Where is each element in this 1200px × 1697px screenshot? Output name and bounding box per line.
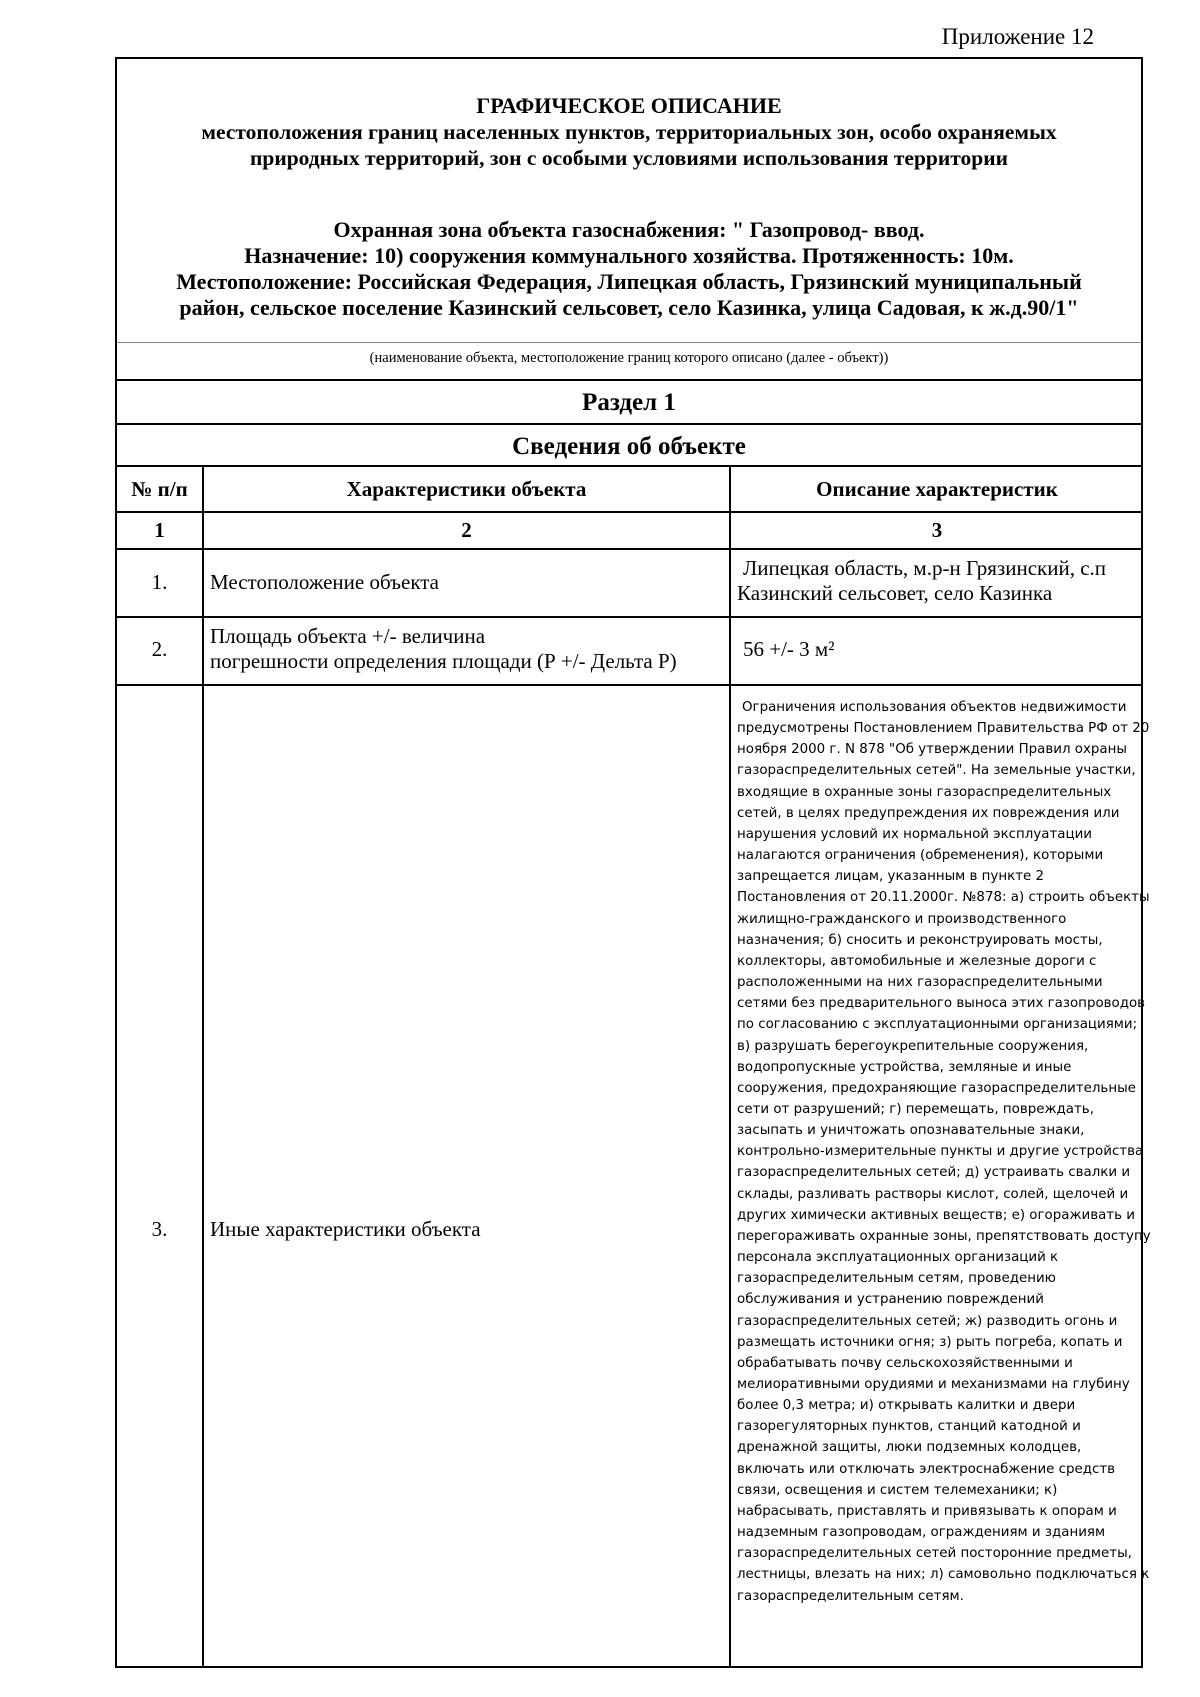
- row-divider: [117, 684, 1141, 686]
- value-line: сетей, в целях предупреждения их повреждения или: [737, 805, 1120, 821]
- value-line: Липецкая область, м.р-н Грязинский, с.п: [743, 556, 1107, 580]
- column-header: № п/п: [131, 477, 188, 501]
- characteristic-value: [737, 697, 1151, 1607]
- object-name-line: Охранная зона объекта газоснабжения: " Газопровод- ввод.: [333, 217, 925, 242]
- column-divider: [202, 467, 204, 1666]
- value-line: включать или отключать электроснабжение средств: [737, 1461, 1116, 1477]
- characteristic-value: 56 +/- 3 м²: [743, 637, 835, 661]
- value-line: размещать источники огня; з) рыть погреба, копать и: [737, 1334, 1123, 1350]
- value-line: Казинский сельсовет, село Казинка: [737, 581, 1053, 605]
- value-line: газораспределительных сетей; ж) разводить огонь и: [737, 1313, 1118, 1329]
- name-line: погрешности определения площади (Р +/- Дельта Р): [210, 649, 677, 673]
- name-line: Площадь объекта +/- величина: [210, 624, 486, 648]
- row-divider: [117, 616, 1141, 618]
- characteristics-table: [117, 465, 1151, 1666]
- value-line: набрасывать, приставлять и привязывать к опорам и: [737, 1503, 1117, 1519]
- value-line: контрольно-измерительные пункты и другие устройства: [737, 1144, 1144, 1160]
- column-header: Описание характеристик: [816, 477, 1058, 501]
- value-line: мелиоративными орудиями и механизмами на глубину: [737, 1377, 1130, 1392]
- value-line: входящие в охранные зоны газораспределительных: [737, 784, 1112, 800]
- value-line: засыпать и уничтожать опознавательные знаки,: [737, 1123, 1085, 1139]
- value-line: персонала эксплуатационных организаций к: [737, 1250, 1059, 1266]
- object-name: [127, 217, 1131, 321]
- column-divider: [729, 467, 731, 1666]
- value-line: жилищно-гражданского и производственного: [737, 911, 1067, 927]
- value-line: более 0,3 метра; и) открывать калитки и двери: [737, 1398, 1076, 1414]
- value-line: водопропускные устройства, земляные и иные: [737, 1059, 1072, 1075]
- value-line: газорегуляторных пунктов, станций катодной и: [737, 1419, 1081, 1435]
- row-number: 1.: [151, 570, 168, 594]
- document-title: ГРАФИЧЕСКОЕ ОПИСАНИЕ: [476, 93, 782, 118]
- column-number: 3: [931, 518, 943, 542]
- subtitle-line: природных территорий, зон с особыми условиями использования территории: [249, 146, 1009, 170]
- value-line: обрабатывать почву сельскохозяйственными и: [737, 1355, 1073, 1371]
- object-name-line: район, сельское поселение Казинский сельсовет, село Казинка, улица Садовая, к ж.д.90/1": [179, 295, 1079, 320]
- value-line: обслуживания и устранению повреждений: [737, 1292, 1044, 1308]
- value-line: назначения; б) сносить и реконструировать мосты,: [737, 932, 1103, 948]
- row-number: 3.: [151, 1217, 168, 1241]
- value-line: ноября 2000 г. N 878 "Об утверждении Правил охраны: [737, 742, 1127, 758]
- characteristic-name: Местоположение объекта: [210, 570, 440, 594]
- value-line: по согласованию с эксплуатационными организациями;: [737, 1017, 1138, 1033]
- document-subtitle: [137, 119, 1121, 171]
- value-line: других химически активных веществ; е) огораживать и: [737, 1207, 1135, 1223]
- value-line: связи, освещения и систем телемеханики; к): [737, 1482, 1058, 1498]
- value-line: надземным газопроводам, ограждениям и зданиям: [737, 1525, 1106, 1541]
- value-line: сети от разрушений; г) перемещать, повреждать,: [737, 1101, 1094, 1117]
- value-line: лестницы, влезать на них; л) самовольно подключаться к: [737, 1567, 1150, 1583]
- object-name-line: Назначение: 10) сооружения коммунального хозяйства. Протяженность: 10м.: [244, 243, 1014, 268]
- characteristic-name: Иные характеристики объекта: [210, 1217, 481, 1241]
- object-name-line: Местоположение: Российская Федерация, Липецкая область, Грязинский муниципальный: [176, 269, 1082, 294]
- value-line: Постановления от 20.11.2000г. №878: а) строить объекты: [737, 890, 1150, 906]
- value-line: предусмотрены Постановлением Правительства РФ от 20: [737, 721, 1150, 737]
- row-divider: [117, 548, 1141, 550]
- value-line: сооружения, предохраняющие газораспределительные: [737, 1080, 1136, 1096]
- value-line: сетями без предварительного выноса этих газопроводов: [737, 996, 1146, 1012]
- value-line: расположенными на них газораспределительными: [737, 975, 1103, 991]
- value-line: Ограничения использования объектов недвижимости: [742, 700, 1127, 715]
- value-line: запрещается лицам, указанным в пункте 2: [737, 869, 1045, 885]
- column-header: Характеристики объекта: [346, 477, 587, 501]
- value-line: склады, разливать растворы кислот, солей, щелочей и: [737, 1186, 1129, 1202]
- column-number: 2: [461, 518, 472, 542]
- value-line: перегораживать охранные зоны, препятствовать доступу: [737, 1228, 1151, 1244]
- appendix-label: Приложение 12: [941, 24, 1094, 49]
- characteristic-value: [737, 556, 1137, 606]
- row-number: 2.: [151, 637, 168, 661]
- value-line: в) разрушать берегоукрепительные сооружения,: [737, 1038, 1089, 1054]
- value-line: газораспределительных сетей". На земельные участки,: [737, 763, 1136, 779]
- document-header: [117, 59, 1141, 342]
- row-divider: [117, 511, 1141, 513]
- value-line: коллекторы, автомобильные и железные дороги с: [737, 953, 1097, 969]
- document-frame: [115, 57, 1151, 1668]
- value-line: газораспределительным сетям, проведению: [737, 1271, 1056, 1287]
- column-number: 1: [154, 518, 165, 542]
- value-line: дренажной защиты, люки подземных колодцев,: [737, 1440, 1082, 1456]
- object-caption: (наименование объекта, местоположение границ которого описано (далее - объект)): [117, 342, 1141, 380]
- value-line: газораспределительным сетям.: [737, 1588, 964, 1604]
- section-subtitle: Сведения об объекте: [117, 423, 1141, 467]
- characteristic-name: [210, 624, 725, 674]
- value-line: нарушения условий их нормальной эксплуатации: [737, 826, 1093, 842]
- subtitle-line: местоположения границ населенных пунктов, территориальных зон, особо охраняемых: [201, 120, 1057, 144]
- value-line: газораспределительных сетей; д) устраивать свалки и: [737, 1165, 1131, 1181]
- value-line: налагаются ограничения (обременения), которыми: [737, 848, 1104, 864]
- section-title: Раздел 1: [117, 379, 1141, 425]
- value-line: газораспределительных сетей посторонние предметы,: [737, 1546, 1132, 1562]
